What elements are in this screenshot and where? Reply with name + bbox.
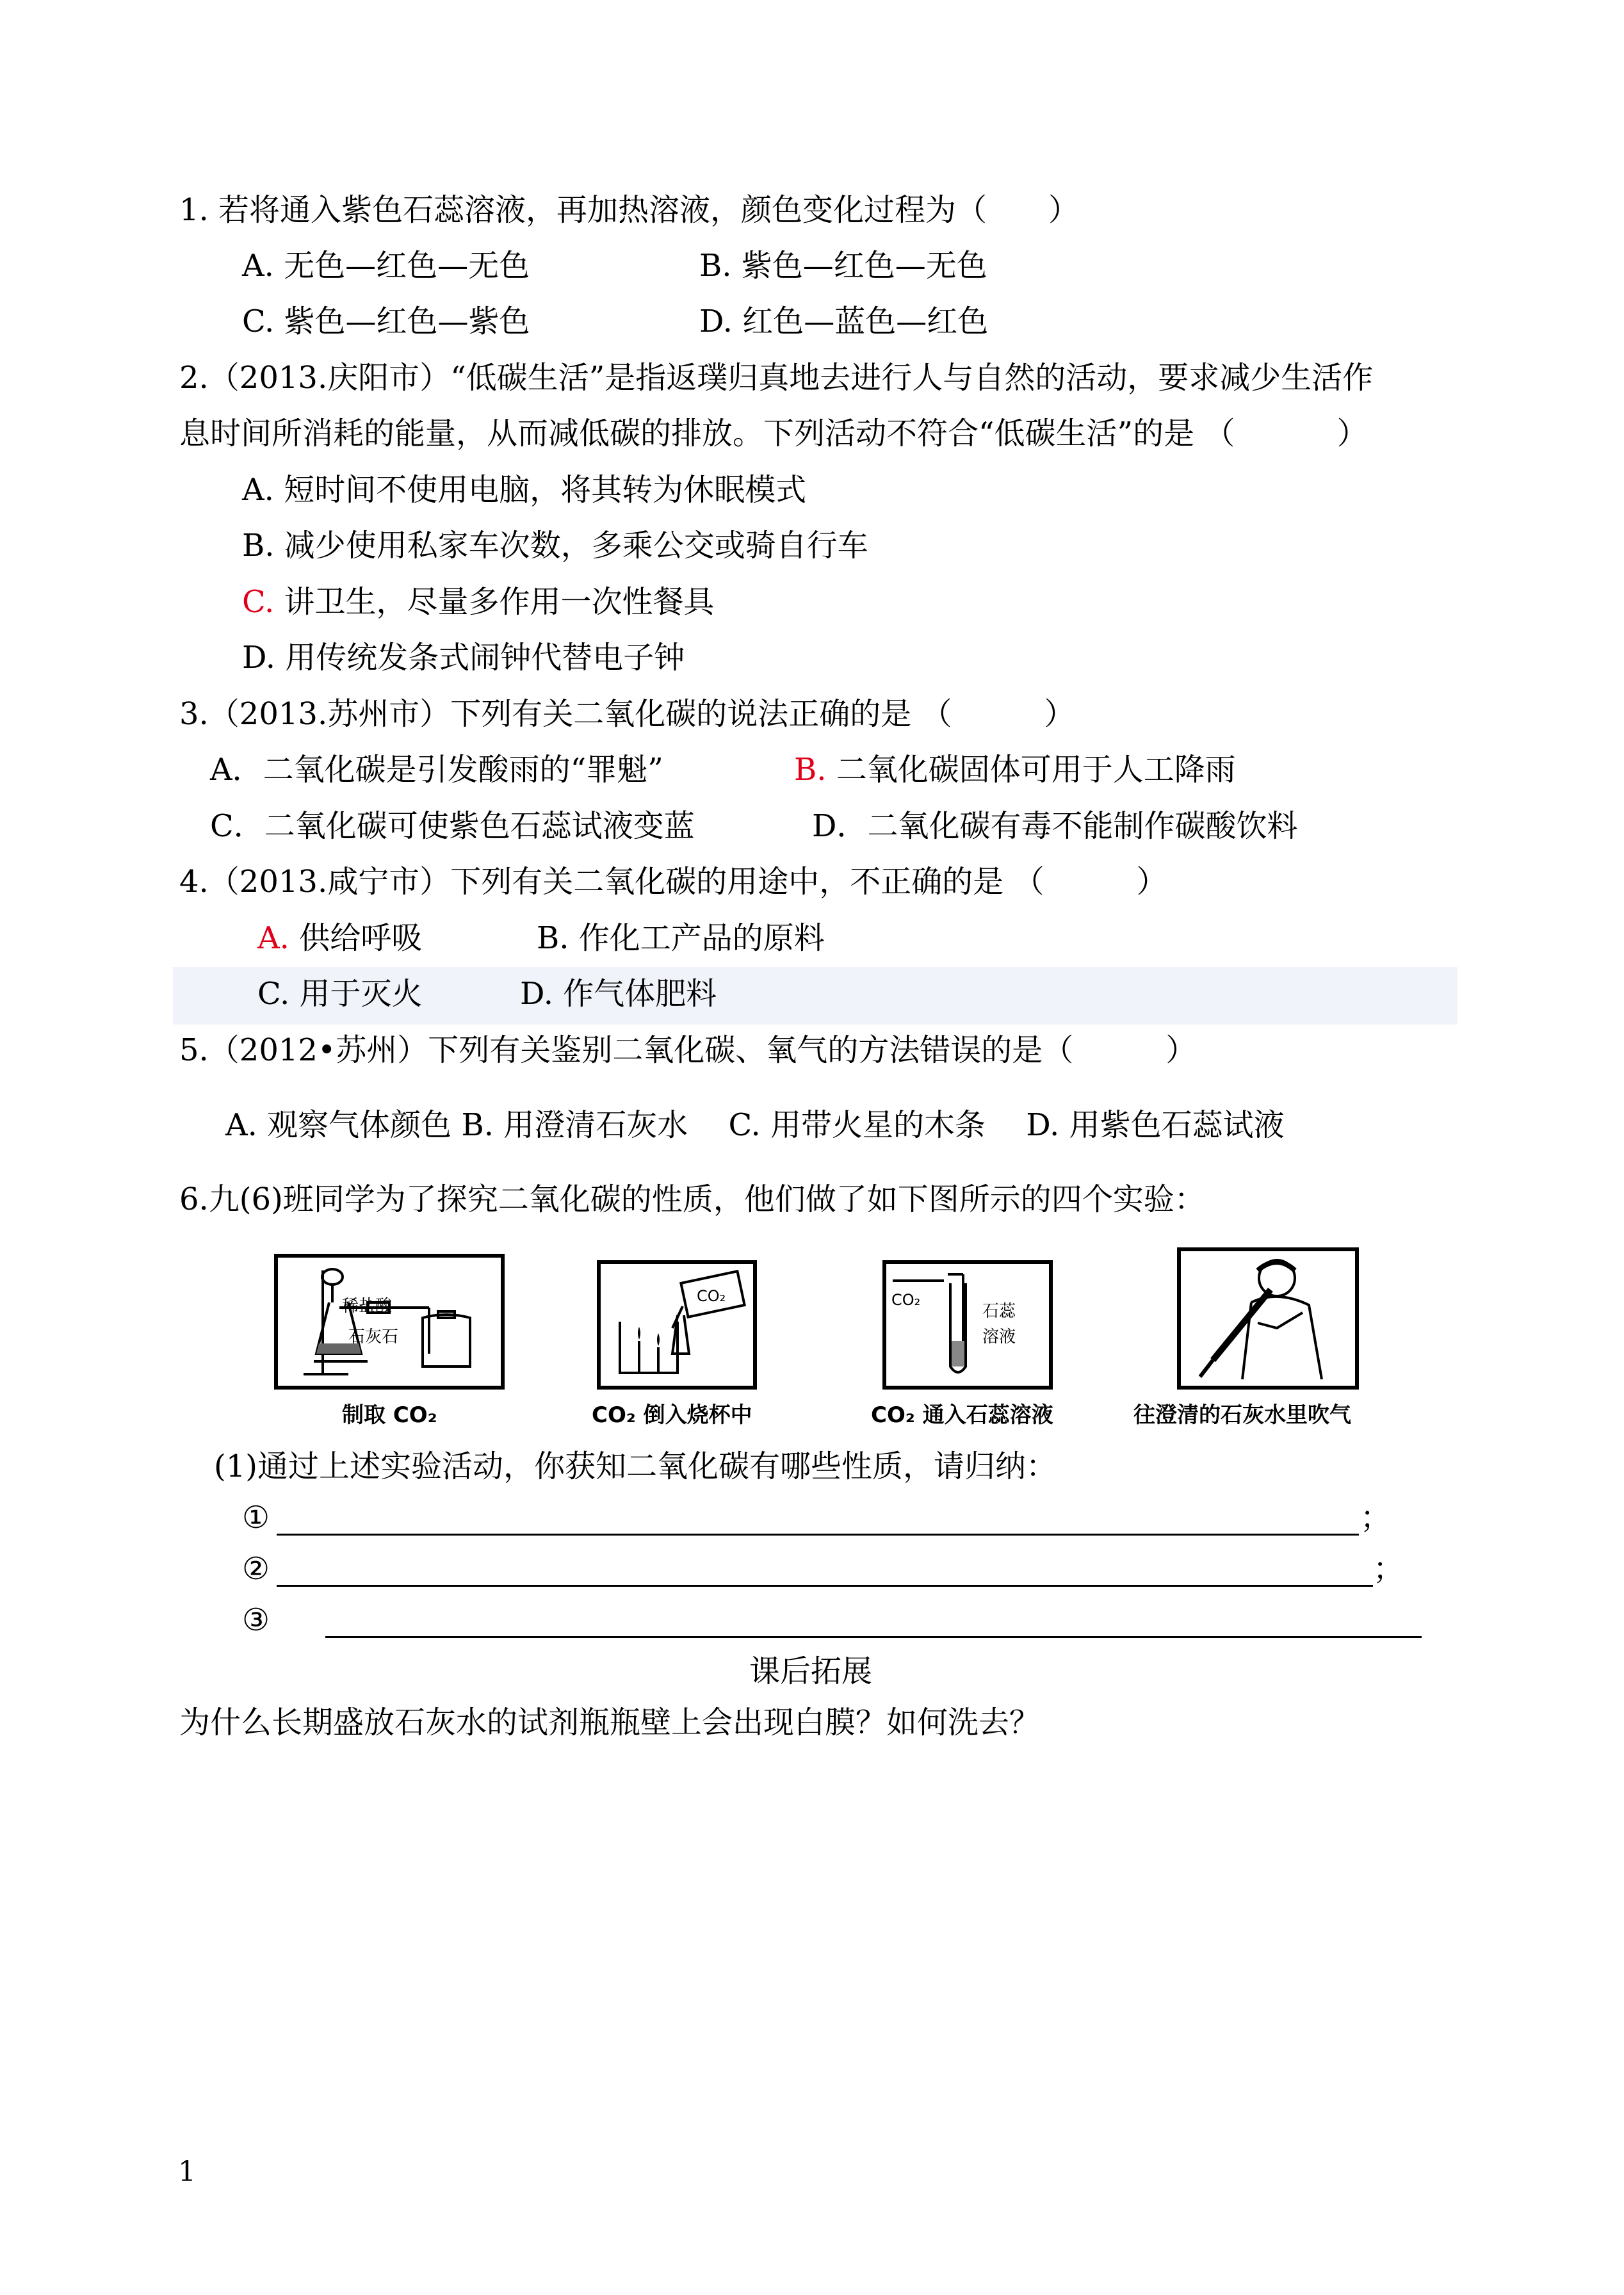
figure-pour-co2	[597, 1260, 757, 1390]
q3-option-a: A．二氧化碳是引发酸雨的“罪魁”	[210, 752, 663, 788]
q6-sub1: (1)通过上述实验活动，你获知二氧化碳有哪些性质，请归纳：	[214, 1448, 1057, 1484]
q1-stem: 1. 若将通入紫色石蕊溶液，再加热溶液，颜色变化过程为（ ）	[179, 192, 1080, 228]
beaker-candle-illustration	[601, 1264, 753, 1386]
q1-option-c: C. 紫色—红色—紫色	[242, 304, 530, 339]
caption-co2-litmus: CO₂ 通入石蕊溶液	[871, 1402, 1053, 1428]
q4-option-b: B. 作化工产品的原料	[537, 920, 825, 956]
answer-mark-1: ①	[242, 1500, 270, 1536]
caption-pour-co2: CO₂ 倒入烧杯中	[592, 1402, 752, 1428]
q4-option-a	[257, 919, 422, 957]
label-litmus-2: 溶液	[982, 1327, 1016, 1347]
q2-option-d: D. 用传统发条式闹钟代替电子钟	[242, 640, 685, 676]
q4-option-d: D. 作气体肥料	[520, 976, 717, 1012]
q3-option-d: D．二氧化碳有毒不能制作碳酸饮料	[812, 808, 1298, 844]
label-litmus-1: 石蕊	[982, 1302, 1016, 1321]
answer-line-2[interactable]	[277, 1585, 1373, 1587]
q2-option-a: A. 短时间不使用电脑，将其转为休眠模式	[242, 472, 807, 508]
q6-stem: 6.九(6)班同学为了探究二氧化碳的性质，他们做了如下图所示的四个实验：	[179, 1181, 1205, 1217]
q4-option-c: C. 用于灭火	[257, 976, 423, 1012]
label-limestone: 石灰石	[348, 1327, 399, 1347]
figure-blow-limewater	[1177, 1247, 1359, 1390]
q2-answer-letter: C.	[242, 584, 275, 620]
q1-option-b: B. 紫色—红色—无色	[699, 248, 987, 284]
label-dilute-hcl: 稀盐酸	[342, 1297, 393, 1316]
figure-co2-litmus	[882, 1260, 1053, 1390]
figure-produce-co2	[274, 1254, 505, 1390]
q3-stem: 3.（2013.苏州市）下列有关二氧化碳的说法正确的是 （ ）	[179, 696, 1075, 732]
apparatus-flask-illustration	[278, 1258, 501, 1386]
q2-option-c	[242, 583, 715, 621]
answer-semicolon-2: ；	[1373, 1551, 1404, 1587]
q4-stem: 4.（2013.咸宁市）下列有关二氧化碳的用途中，不正确的是 （ ）	[179, 864, 1167, 900]
q1-option-d: D. 红色—蓝色—红色	[699, 304, 989, 339]
q2-option-b: B. 减少使用私家车次数，多乘公交或骑自行车	[242, 528, 868, 564]
page-number: 1	[178, 2155, 196, 2188]
answer-mark-2: ②	[242, 1551, 270, 1587]
q2-option-c-text: 讲卫生，尽量多作用一次性餐具	[284, 584, 715, 620]
caption-blow-limewater: 往澄清的石灰水里吹气	[1133, 1402, 1351, 1428]
label-co2-inlet: CO₂	[891, 1291, 921, 1309]
q4-option-a-text: 供给呼吸	[299, 920, 423, 956]
test-tube-illustration	[886, 1264, 1049, 1386]
q2-stem-line1: 2.（2013.庆阳市）“低碳生活”是指返璞归真地去进行人与自然的活动，要求减少生活作	[179, 360, 1374, 396]
q5-stem: 5.（2012•苏州）下列有关鉴别二氧化碳、氧气的方法错误的是（ ）	[179, 1032, 1197, 1068]
q3-answer-letter: B.	[794, 752, 827, 788]
extension-title: 课后拓展	[749, 1653, 873, 1689]
caption-produce-co2: 制取 CO₂	[342, 1402, 437, 1428]
answer-line-3[interactable]	[325, 1636, 1422, 1638]
q5-options: A. 观察气体颜色 B. 用澄清石灰水 C. 用带火星的木条 D. 用紫色石蕊试液	[225, 1107, 1285, 1143]
answer-semicolon-1: ；	[1360, 1500, 1392, 1536]
label-co2-bottle: CO₂	[697, 1287, 726, 1305]
q1-option-a: A. 无色—红色—无色	[242, 248, 530, 284]
q4-answer-letter: A.	[257, 920, 289, 956]
person-blowing-illustration	[1181, 1251, 1355, 1386]
extension-question: 为什么长期盛放石灰水的试剂瓶瓶壁上会出现白膜？如何洗去？	[179, 1705, 1041, 1740]
answer-line-1[interactable]	[277, 1534, 1359, 1536]
q3-option-b	[794, 750, 1236, 789]
answer-mark-3: ③	[242, 1602, 270, 1638]
q3-option-b-text: 二氧化碳固体可用于人工降雨	[836, 752, 1236, 788]
q3-option-c: C．二氧化碳可使紫色石蕊试液变蓝	[210, 808, 695, 844]
q2-stem-line2: 息时间所消耗的能量，从而减低碳的排放。下列活动不符合“低碳生活”的是 （ ）	[179, 416, 1368, 451]
